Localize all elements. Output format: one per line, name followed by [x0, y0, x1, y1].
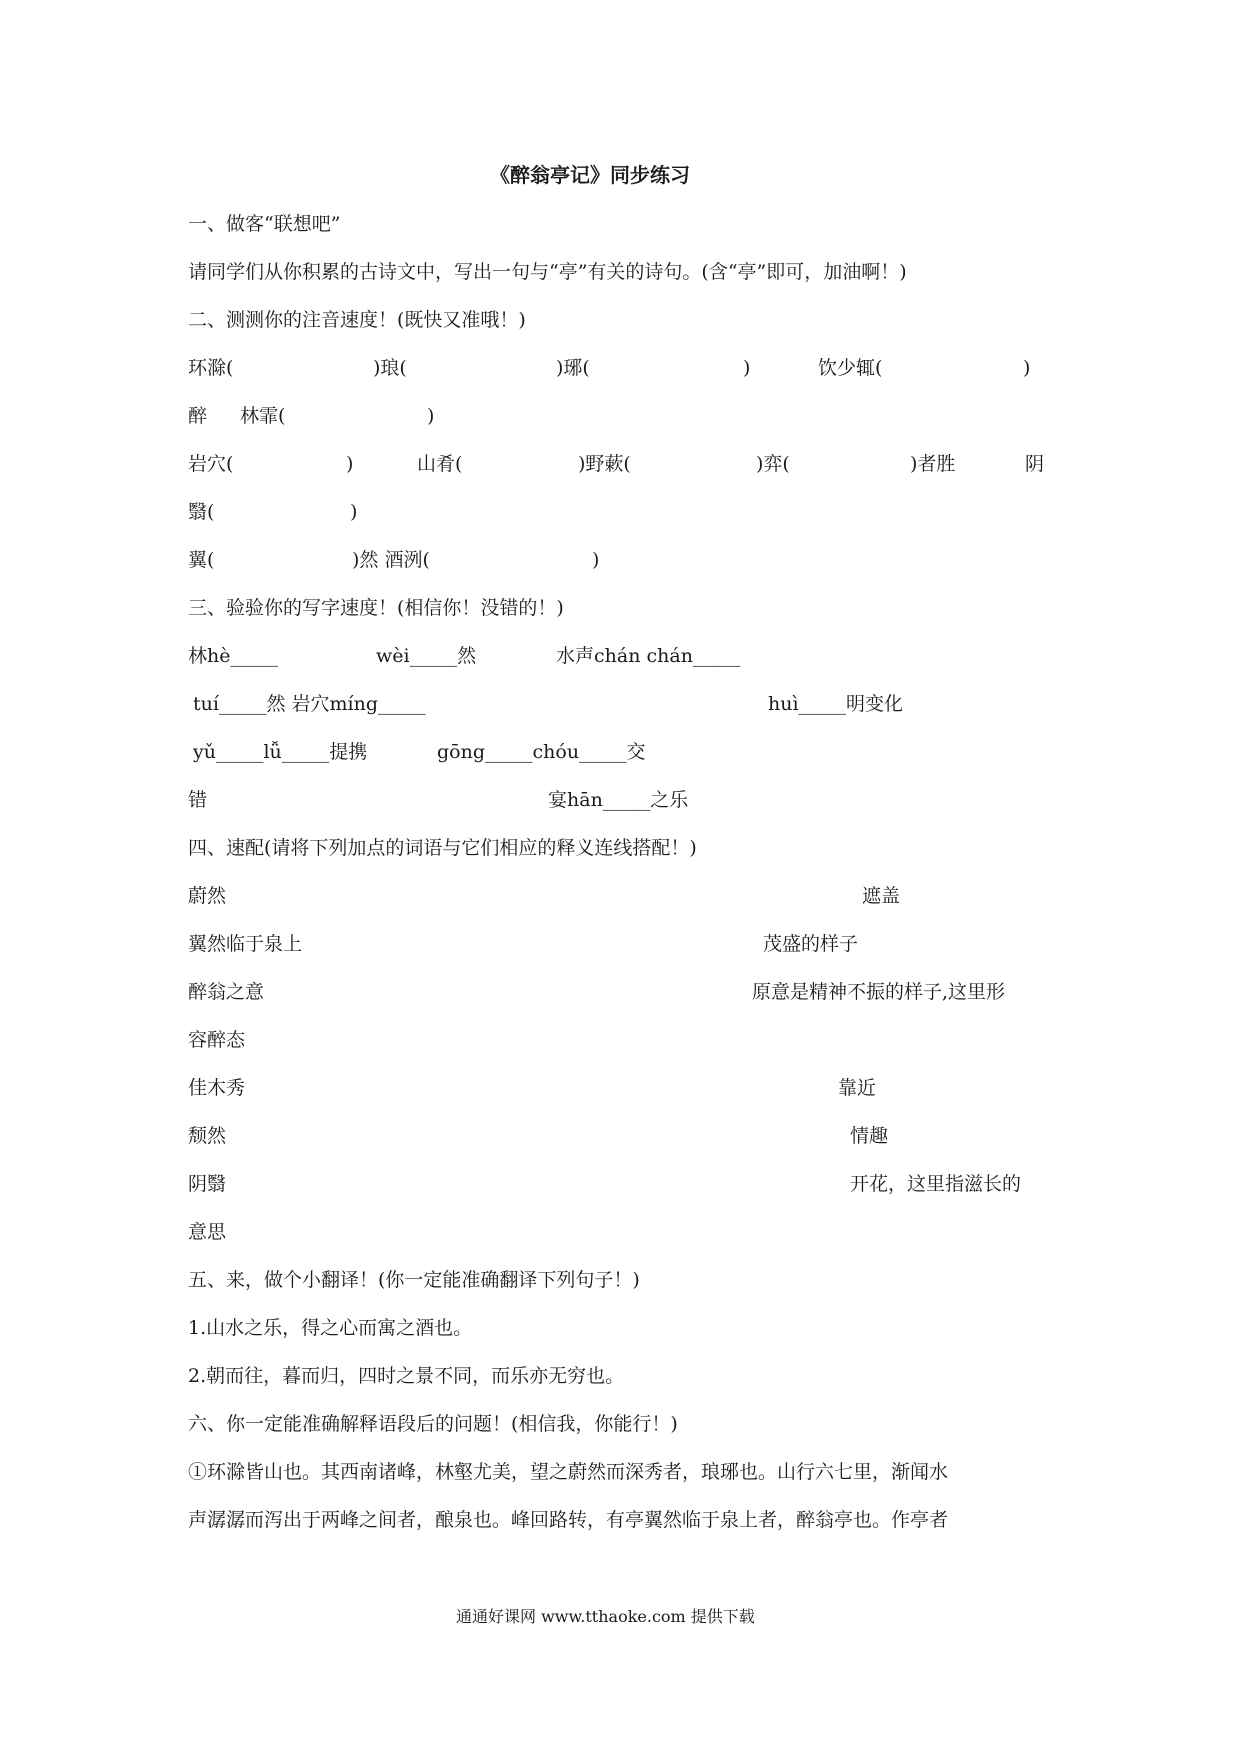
pinyin-item: 翼(	[188, 549, 215, 571]
pinyin-item: )	[350, 501, 358, 523]
writing-item: tuí_____然 岩穴míng_____	[193, 693, 426, 715]
worksheet-title: 《醉翁亭记》同步练习	[490, 163, 690, 187]
section-1-heading: 一、做客“联想吧”	[188, 213, 341, 235]
section-3-heading: 三、验验你的写字速度！(相信你！没错的！)	[188, 597, 564, 619]
pinyin-item: )	[743, 357, 751, 379]
translation-item: 2.朝而往，暮而归，四时之景不同，而乐亦无穷也。	[188, 1365, 625, 1387]
match-left-item: 醉翁之意	[188, 981, 265, 1003]
writing-item: yǔ_____lǚ_____提携	[193, 741, 368, 763]
section-1-prompt: 请同学们从你积累的古诗文中，写出一句与“亭”有关的诗句。(含“亭”即可，加油啊！)	[188, 261, 907, 283]
match-right-item: 情趣	[850, 1125, 889, 1147]
pinyin-item: )	[1023, 357, 1031, 379]
writing-item: 林hè_____	[188, 645, 278, 667]
match-left-item: 蔚然	[188, 885, 227, 907]
match-right-item: 靠近	[838, 1077, 877, 1099]
pinyin-item: )者胜	[910, 453, 956, 475]
section-5-heading: 五、来，做个小翻译！(你一定能准确翻译下列句子！)	[188, 1269, 640, 1291]
match-right-item: 开花，这里指滋长的	[850, 1173, 1022, 1195]
pinyin-item: 饮少辄(	[818, 357, 883, 379]
pinyin-item: )弈(	[756, 453, 790, 475]
match-right-item: 原意是精神不振的样子,这里形	[752, 981, 1006, 1003]
writing-item: 水声chán chán_____	[556, 645, 741, 667]
pinyin-item: )	[592, 549, 600, 571]
match-left-item: 容醉态	[188, 1029, 246, 1051]
pinyin-item: 岩穴(	[188, 453, 234, 475]
match-left-item: 颓然	[188, 1125, 227, 1147]
pinyin-item: 山肴(	[417, 453, 463, 475]
pinyin-item: 阴	[1025, 453, 1045, 475]
pinyin-item: 林霏(	[240, 405, 286, 427]
pinyin-item: )野蔌(	[578, 453, 631, 475]
match-left-item: 翼然临于泉上	[188, 933, 303, 955]
pinyin-item: )然 酒洌(	[352, 549, 430, 571]
pinyin-item: )琊(	[556, 357, 590, 379]
writing-item: wèi_____然	[376, 645, 477, 667]
passage-line: ①环滁皆山也。其西南诸峰，林壑尤美，望之蔚然而深秀者，琅琊也。山行六七里，渐闻水	[188, 1461, 949, 1483]
writing-item: 错	[188, 789, 208, 811]
pinyin-item: 翳(	[188, 501, 215, 523]
pinyin-item: )	[346, 453, 354, 475]
match-left-item: 意思	[188, 1221, 227, 1243]
section-6-heading: 六、你一定能准确解释语段后的问题！(相信我，你能行！)	[188, 1413, 678, 1435]
passage-line: 声潺潺而泻出于两峰之间者，酿泉也。峰回路转，有亭翼然临于泉上者，醉翁亭也。作亭者	[188, 1509, 949, 1531]
pinyin-item: 环滁(	[188, 357, 234, 379]
pinyin-item: )琅(	[373, 357, 407, 379]
match-right-item: 茂盛的样子	[763, 933, 859, 955]
translation-item: 1.山水之乐，得之心而寓之酒也。	[188, 1317, 473, 1339]
writing-item: huì_____明变化	[768, 693, 904, 715]
page-footer: 通通好课网 www.tthaoke.com 提供下载	[456, 1607, 755, 1626]
writing-item: 宴hān_____之乐	[548, 789, 689, 811]
match-right-item: 遮盖	[862, 885, 901, 907]
section-4-heading: 四、速配(请将下列加点的词语与它们相应的释义连线搭配！)	[188, 837, 697, 859]
match-left-item: 佳木秀	[188, 1077, 246, 1099]
section-2-heading: 二、测测你的注音速度！(既快又准哦！)	[188, 309, 526, 331]
pinyin-item: 醉	[188, 405, 208, 427]
writing-item: gōng_____chóu_____交	[437, 741, 646, 763]
pinyin-item: )	[427, 405, 435, 427]
match-left-item: 阴翳	[188, 1173, 227, 1195]
